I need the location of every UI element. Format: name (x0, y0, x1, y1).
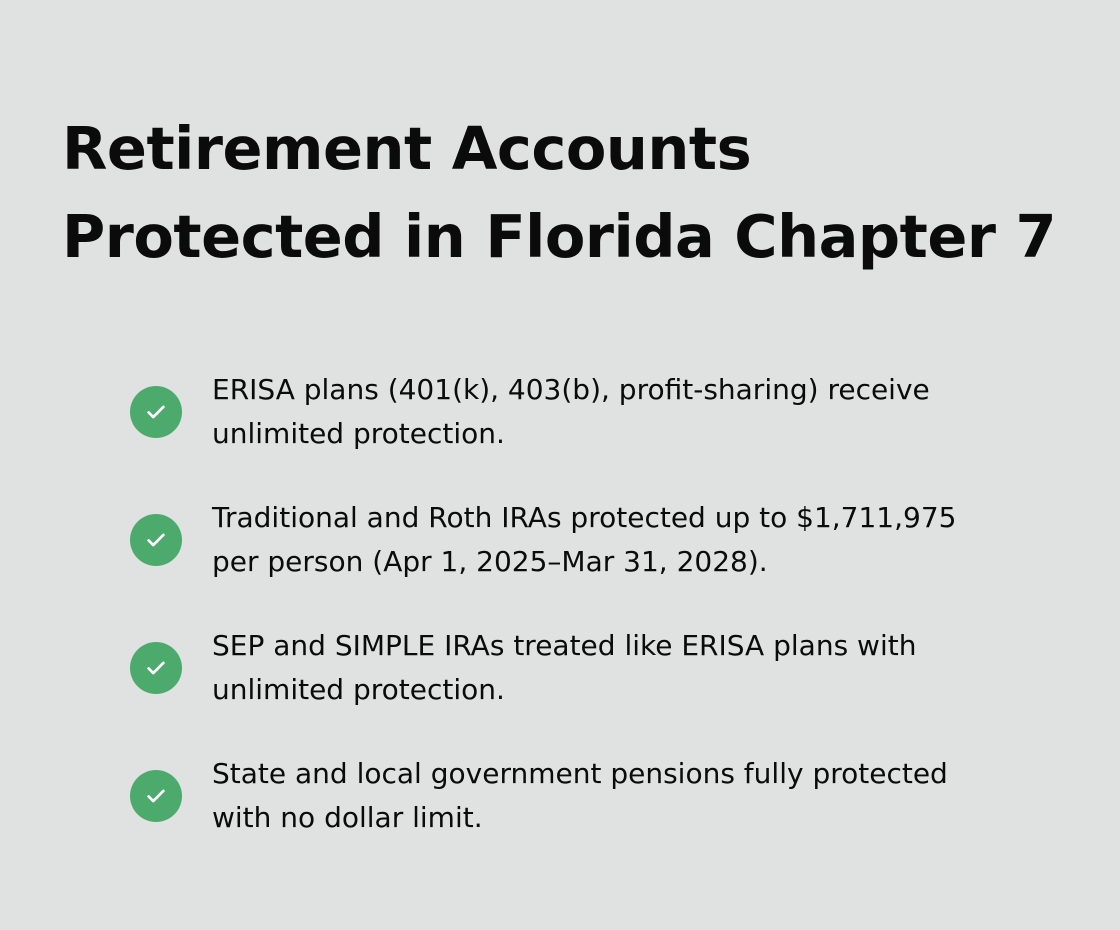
list-item-line-1: State and local government pensions fully protected (212, 757, 948, 790)
check-icon (130, 770, 182, 822)
list-item-line-2: with no dollar limit. (212, 801, 483, 834)
check-icon (130, 642, 182, 694)
list-item-text (212, 496, 1072, 584)
list-item-text (212, 752, 1072, 840)
page-title (62, 105, 1062, 281)
list-item-text (212, 624, 1072, 712)
check-icon (130, 386, 182, 438)
list-item-line-1: ERISA plans (401(k), 403(b), profit-sharing) receive (212, 373, 930, 406)
title-line-1: Retirement Accounts (62, 114, 752, 183)
list-item-line-2: per person (Apr 1, 2025–Mar 31, 2028). (212, 545, 768, 578)
list-item-line-2: unlimited protection. (212, 673, 505, 706)
list-item-text (212, 368, 1072, 456)
title-line-2: Protected in Florida Chapter 7 (62, 202, 1057, 271)
list-item-line-1: SEP and SIMPLE IRAs treated like ERISA plans with (212, 629, 917, 662)
list-item-line-2: unlimited protection. (212, 417, 505, 450)
check-icon (130, 514, 182, 566)
list-item-line-1: Traditional and Roth IRAs protected up to $1,711,975 (212, 501, 957, 534)
